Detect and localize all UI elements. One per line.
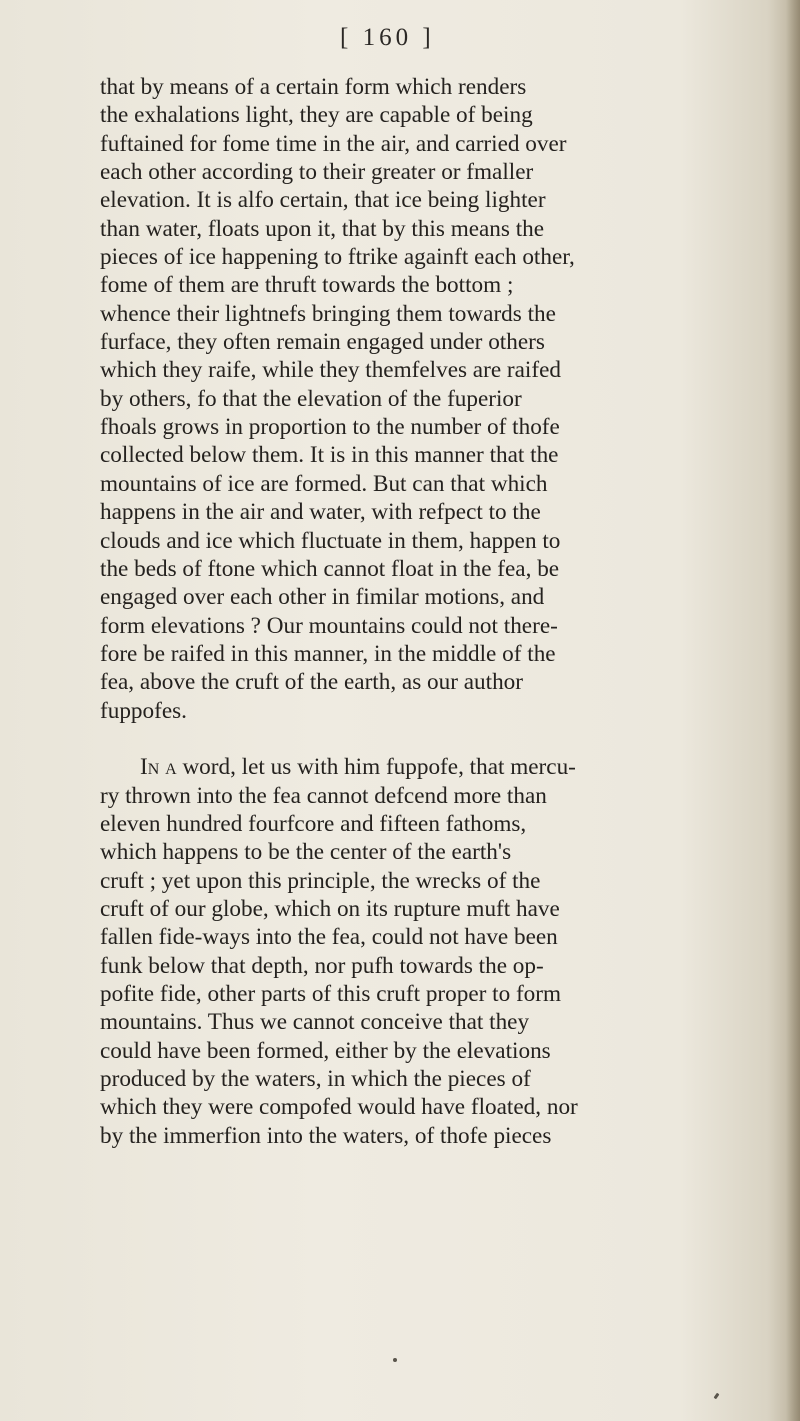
body-text <box>100 73 790 1150</box>
text-line: mountains. Thus we cannot conceive that they <box>100 1009 530 1036</box>
text-line: form elevations ? Our mountains could not there- <box>100 612 558 639</box>
text-line: pofite fide, other parts of this cruft proper to form <box>100 981 562 1007</box>
text-line: whence their lightnefs bringing them towards the <box>100 300 556 327</box>
text-line: by others, fo that the elevation of the fuperior <box>100 385 522 412</box>
text-line: the beds of ftone which cannot float in the fea, be <box>100 555 560 582</box>
text-line: cruft of our globe, which on its rupture muft have <box>100 895 560 922</box>
page-number: [ 160 ] <box>340 24 435 51</box>
text-line: fore be raifed in this manner, in the middle of the <box>100 640 556 667</box>
text-line: elevation. It is alfo certain, that ice being lighter <box>100 187 546 214</box>
text-line: fuppofes. <box>100 697 187 724</box>
text-line: mountains of ice are formed. But can that which <box>100 470 548 497</box>
text-line: clouds and ice which fluctuate in them, happen to <box>100 527 561 554</box>
ink-speck <box>393 1358 397 1362</box>
text-line: fome of them are thruft towards the bottom ; <box>100 272 514 299</box>
text-line: the exhalations light, they are capable of being <box>100 102 533 129</box>
text-line: fuftained for fome time in the air, and carried over <box>100 130 567 157</box>
paragraph-first-line <box>100 753 790 781</box>
text-line: funk below that depth, nor pufh towards the op- <box>100 952 544 979</box>
text-line: fea, above the cruft of the earth, as our author <box>100 669 523 696</box>
text-line: which they were compofed would have floated, nor <box>100 1094 578 1121</box>
text-line: which they raife, while they themfelves are raifed <box>100 357 561 384</box>
first-line-rest: word, let us with him fuppofe, that mercu- <box>176 754 576 781</box>
text-line: collected below them. It is in this manner that the <box>100 442 559 469</box>
text-line: furface, they often remain engaged under others <box>100 329 545 356</box>
text-line: each other according to their greater or fmaller <box>100 159 534 186</box>
text-line: could have been formed, either by the elevations <box>100 1037 551 1064</box>
text-line: happens in the air and water, with refpect to the <box>100 499 541 526</box>
text-line: which happens to be the center of the earth's <box>100 839 512 866</box>
text-line: ry thrown into the fea cannot defcend more than <box>100 782 547 809</box>
text-line: engaged over each other in fimilar motions, and <box>100 584 545 611</box>
text-line: that by means of a certain form which renders <box>100 74 527 100</box>
text-line: than water, floats upon it, that by this means the <box>100 215 545 242</box>
text-line: pieces of ice happening to ftrike againft each other, <box>100 244 575 271</box>
text-line: by the immerfion into the waters, of thofe pieces <box>100 1122 552 1149</box>
text-line: fhoals grows in proportion to the number of thofe <box>100 414 560 441</box>
text-line: produced by the waters, in which the pieces of <box>100 1066 531 1093</box>
text-line: cruft ; yet upon this principle, the wrecks of the <box>100 867 541 894</box>
paragraph-gap <box>100 725 790 753</box>
text-line: eleven hundred fourfcore and fifteen fathoms, <box>100 810 527 837</box>
small-caps-lead: In a <box>140 754 177 781</box>
text-line: fallen fide-ways into the fea, could not have been <box>100 924 558 951</box>
ink-speck <box>714 1393 720 1400</box>
